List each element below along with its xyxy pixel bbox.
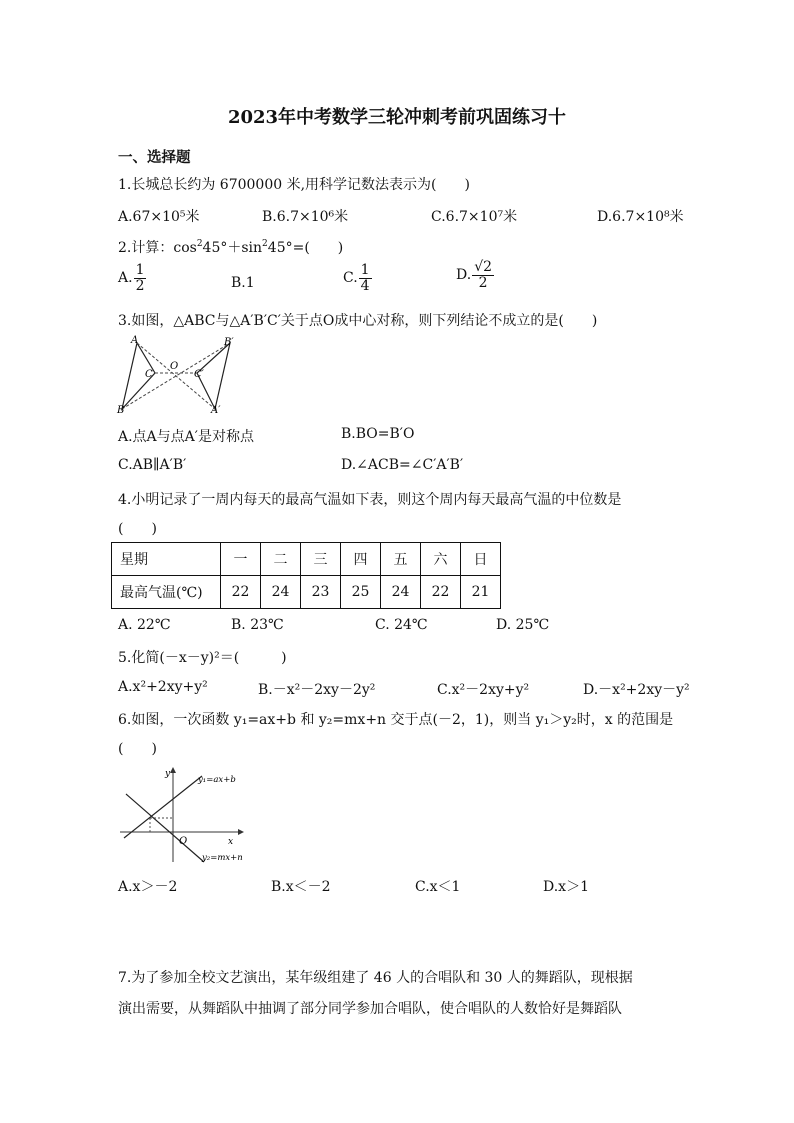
q1-option-b: B.6.7×10⁶米 — [262, 209, 349, 225]
q1-stem: 1.长城总长约为 6700000 米,用科学记数法表示为( ) — [118, 177, 470, 193]
table-cell-day: 日 — [461, 543, 501, 576]
q3-label-c-prime: C′ — [194, 369, 204, 380]
q3-figure-symmetric-triangles — [114, 333, 244, 415]
q2-stem: 2.计算：$\cos^245^\circ+\sin^245^\circ=$( ) — [118, 239, 344, 256]
table-cell-day: 二 — [261, 543, 301, 576]
q1-option-d: D.6.7×10⁸米 — [597, 209, 684, 225]
q6-label-y: y — [165, 769, 171, 779]
q4-option-b: B. 23℃ — [231, 617, 284, 633]
q3-label-a: A — [131, 335, 139, 346]
q1-option-a: A.67×10⁵米 — [118, 209, 200, 225]
q7-line-2: 演出需要，从舞蹈队中抽调了部分同学参加合唱队，使合唱队的人数恰好是舞蹈队 — [118, 1001, 622, 1017]
q2-option-b: B.1 — [231, 275, 255, 291]
q3-option-d: D.∠ACB=∠C′A′B′ — [341, 457, 464, 473]
table-cell-day: 一 — [221, 543, 261, 576]
q4-temperature-table — [111, 542, 501, 609]
q5-option-a: A.x²+2xy+y² — [118, 679, 208, 695]
q5-option-b: B.－x²－2xy－2y² — [258, 682, 376, 698]
q3-label-a-prime: A′ — [211, 405, 221, 415]
q4-option-d: D. 25℃ — [496, 617, 550, 633]
q6-label-o: O — [179, 836, 188, 847]
q3-label-c: C — [145, 369, 153, 380]
q3-label-o: O — [170, 361, 179, 372]
table-cell-temp: 23 — [301, 576, 341, 609]
q5-stem: 5.化简(－x－y)²＝( ) — [118, 650, 287, 666]
q5-option-c: C.x²－2xy+y² — [437, 682, 530, 698]
q3-option-a: A.点A与点A′是对称点 — [118, 429, 254, 445]
table-cell-temp: 21 — [461, 576, 501, 609]
table-cell-temp: 25 — [341, 576, 381, 609]
q3-label-b-prime: B′ — [224, 337, 234, 348]
q2-exp-1: 2 — [196, 239, 203, 249]
q6-paren: ( ) — [118, 741, 157, 757]
q4-option-a: A. 22℃ — [118, 617, 171, 633]
q3-option-b: B.BO=B′O — [341, 426, 415, 442]
q3-option-c: C.AB∥A′B′ — [118, 457, 187, 473]
table-cell-row-label: 最高气温(℃) — [112, 576, 221, 609]
q6-label-y1: y₁=ax+b — [198, 775, 236, 785]
q2-option-a: A. $\frac{1}{2}$ — [118, 262, 145, 294]
table-row — [112, 576, 501, 609]
q5-option-d: D.－x²+2xy－y² — [583, 682, 690, 698]
q2-option-d: D. $\frac{√2}{2}$ — [456, 259, 493, 291]
table-cell-day: 三 — [301, 543, 341, 576]
q6-label-x: x — [228, 837, 234, 847]
q6-option-b: B.x＜－2 — [271, 879, 331, 895]
table-cell-day: 四 — [341, 543, 381, 576]
table-cell-header-label: 星期 — [112, 543, 221, 576]
page-title: 2023年中考数学三轮冲刺考前巩固练习十 — [227, 107, 567, 128]
table-cell-day: 五 — [381, 543, 421, 576]
q1-option-c: C.6.7×10⁷米 — [431, 209, 518, 225]
q6-stem: 6.如图，一次函数 y₁=ax+b 和 y₂=mx+n 交于点(－2，1)，则当 y₁＞y₂时，x 的范围是 — [118, 712, 674, 728]
q6-option-d: D.x＞1 — [543, 879, 589, 895]
table-cell-temp: 24 — [261, 576, 301, 609]
q6-option-a: A.x＞－2 — [118, 879, 178, 895]
q2-option-c: C. $\frac{1}{4}$ — [343, 262, 370, 294]
q3-label-b: B — [117, 405, 125, 415]
q6-option-c: C.x＜1 — [415, 879, 461, 895]
q7-line-1: 7.为了参加全校文艺演出，某年级组建了 46 人的合唱队和 30 人的舞蹈队，现根据 — [118, 970, 633, 986]
table-cell-day: 六 — [421, 543, 461, 576]
q4-option-c: C. 24℃ — [375, 617, 428, 633]
q4-stem: 4.小明记录了一周内每天的最高气温如下表，则这个周内每天最高气温的中位数是 — [118, 492, 622, 508]
table-cell-temp: 22 — [421, 576, 461, 609]
q6-label-y2: y₂=mx+n — [202, 853, 243, 863]
table-cell-temp: 22 — [221, 576, 261, 609]
q6-figure-linear-functions — [116, 764, 252, 864]
table-row — [112, 543, 501, 576]
section-heading: 一、选择题 — [118, 149, 191, 166]
q4-paren: ( ) — [118, 521, 157, 537]
table-cell-temp: 24 — [381, 576, 421, 609]
q2-exp-2: 2 — [262, 239, 268, 249]
q3-stem: 3.如图，△ABC与△A′B′C′关于点O成中心对称，则下列结论不成立的是( ) — [118, 313, 598, 329]
